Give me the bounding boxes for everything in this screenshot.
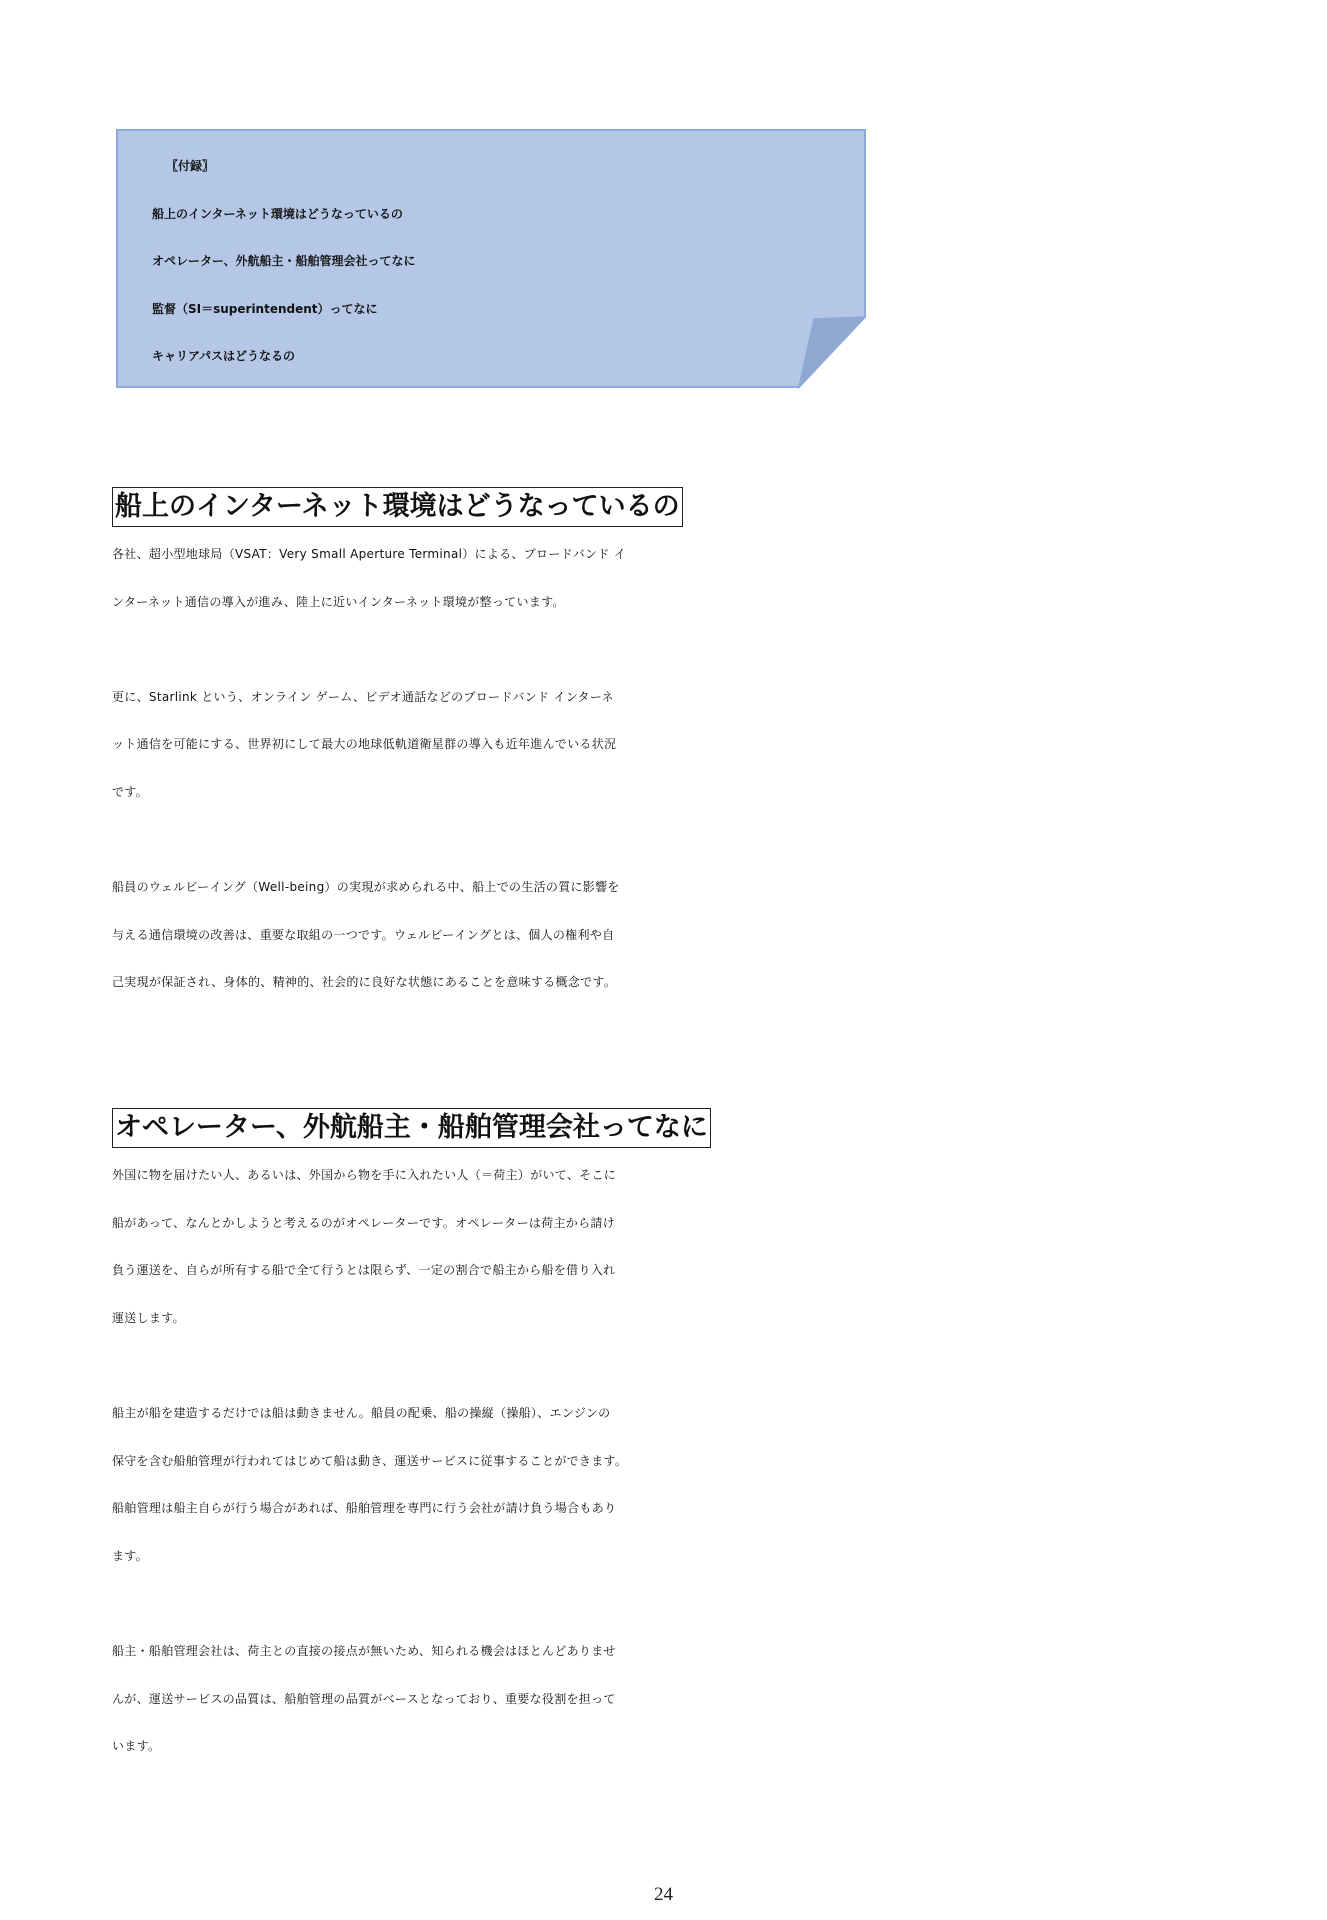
text-line: 己実現が保証され、身体的、精神的、社会的に良好な状態にあることを意味する概念です。 xyxy=(112,975,617,990)
section-heading: 船上のインターネット環境はどうなっているの xyxy=(112,487,683,527)
appendix-title: 〖付録〗 xyxy=(166,159,215,173)
text-line: んが、運送サービスの品質は、船舶管理の品質がベースとなっており、重要な役割を担って xyxy=(112,1691,616,1706)
paragraph xyxy=(112,1390,1232,1580)
appendix-item: 船上のインターネット環境はどうなっているの xyxy=(152,206,403,221)
appendix-lines xyxy=(152,143,842,381)
text-line: 負う運送を、自らが所有する船で全て行うとは限らず、一定の割合で船主から船を借り入れ xyxy=(112,1263,616,1278)
section-operator xyxy=(112,1108,1232,1771)
paragraph xyxy=(112,531,1232,626)
text-line: 運送します。 xyxy=(112,1310,185,1325)
section-internet xyxy=(112,487,1232,1007)
text-line: 与える通信環境の改善は、重要な取組の一つです。ウェルビーイングとは、個人の権利や自 xyxy=(112,927,615,942)
text-line: 船舶管理は船主自らが行う場合があれば、船舶管理を専門に行う会社が請け負う場合もあり xyxy=(112,1501,617,1516)
paragraph xyxy=(112,674,1232,817)
text-line: 更に、Starlink という、オンライン ゲーム、ビデオ通話などのブロードバンド インターネ xyxy=(112,689,614,704)
section-heading: オペレーター、外航船主・船舶管理会社ってなに xyxy=(112,1108,711,1148)
text-line: 保守を含む船舶管理が行われてはじめて船は動き、運送サービスに従事することができます。 xyxy=(112,1453,628,1468)
paragraph xyxy=(112,864,1232,1007)
page-number: 24 xyxy=(654,1884,673,1905)
text-line: 船があって、なんとかしようと考えるのがオペレーターです。オペレーターは荷主から請け xyxy=(112,1215,615,1230)
text-line: ット通信を可能にする、世界初にして最大の地球低軌道衛星群の導入も近年進んでいる状況 xyxy=(112,737,617,752)
paragraph xyxy=(112,1628,1232,1771)
appendix-item: キャリアパスはどうなるの xyxy=(152,349,296,363)
appendix-item: オペレーター、外航船主・船舶管理会社ってなに xyxy=(152,254,416,268)
paragraph xyxy=(112,1152,1232,1342)
text-line: ます。 xyxy=(112,1548,148,1563)
appendix-item: 監督（SI＝superintendent）ってなに xyxy=(152,301,378,316)
text-line: ンターネット通信の導入が進み、陸上に近いインターネット環境が整っています。 xyxy=(112,594,565,609)
text-line: 船主・船舶管理会社は、荷主との直接の接点が無いため、知られる機会はほとんどありませ xyxy=(112,1643,616,1658)
text-line: います。 xyxy=(112,1739,161,1754)
appendix-note-box xyxy=(116,129,866,389)
text-line: です。 xyxy=(112,784,148,799)
text-line: 外国に物を届けたい人、あるいは、外国から物を手に入れたい人（＝荷主）がいて、そこに xyxy=(112,1168,617,1182)
text-line: 船員のウェルビーイング（Well-being）の実現が求められる中、船上での生活の質に影響を xyxy=(112,880,620,895)
text-line: 各社、超小型地球局（VSAT：Very Small Aperture Terminal）による、ブロードバンド イ xyxy=(112,547,627,561)
text-line: 船主が船を建造するだけでは船は動きません。船員の配乗、船の操縦（操船）、エンジンの xyxy=(112,1405,611,1420)
